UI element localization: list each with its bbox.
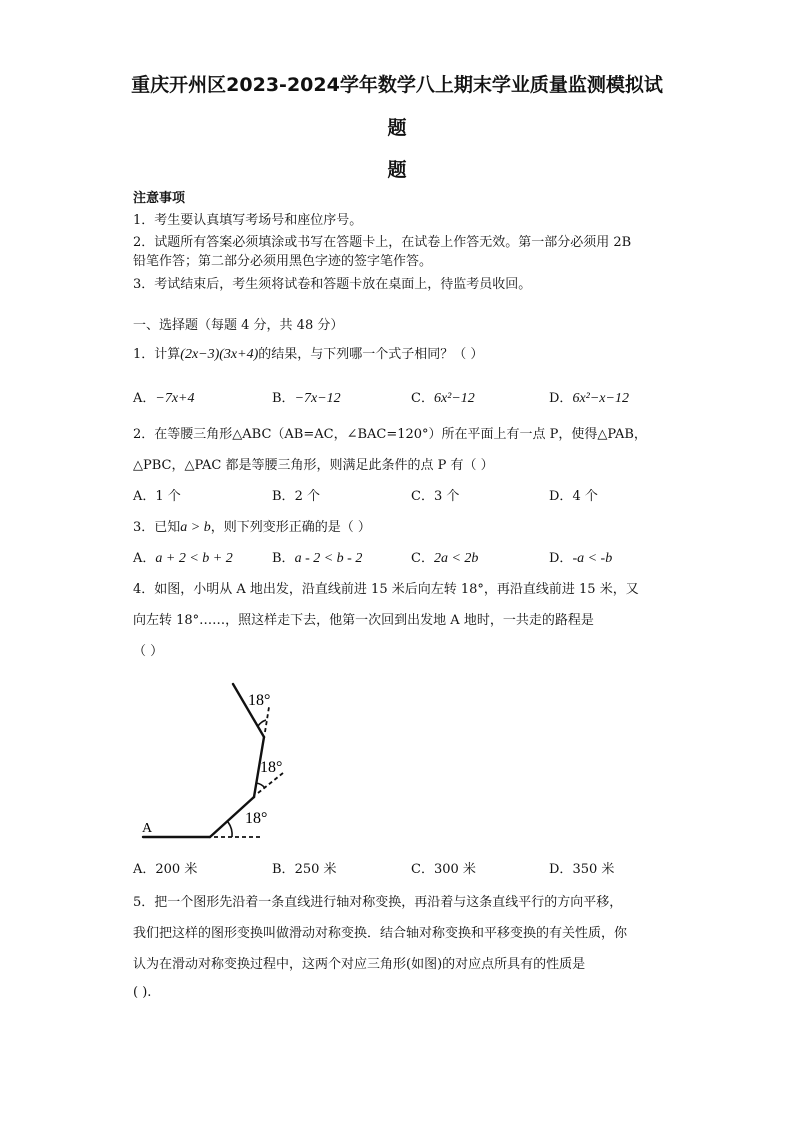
option-label: C． [411, 391, 434, 406]
angle-arc-2 [256, 783, 265, 788]
option-label: A． [133, 862, 156, 877]
option-label: D． [549, 551, 573, 566]
extension-dash-2 [258, 773, 283, 793]
question-1-option-b[interactable] [272, 387, 341, 407]
option-label: A． [133, 391, 156, 406]
option-text: 350 米 [572, 862, 615, 877]
question-5-line-4: ( ). [133, 985, 152, 1000]
question-4-option-b[interactable] [272, 858, 337, 877]
path-segment-4 [233, 684, 264, 737]
question-5-line-1: 5．把一个图形先沿着一条直线进行轴对称变换，再沿着与这条直线平行的方向平移， [133, 895, 623, 910]
option-expression: 6x²−x−12 [572, 391, 629, 406]
notice-item-2: 2．试题所有答案必须填涂或书写在答题卡上，在试卷上作答无效。第一部分必须用 2B [133, 235, 632, 250]
option-expression: −7x−12 [294, 391, 341, 406]
option-label: C． [411, 551, 434, 566]
option-label: A． [133, 551, 156, 566]
notice-heading: 注意事项 [133, 191, 186, 206]
option-text: 200 米 [155, 862, 198, 877]
exam-title-cont-1: 题 [387, 117, 407, 139]
path-segment-2 [210, 797, 254, 837]
question-5-line-3: 认为在滑动对称变换过程中，这两个对应三角形(如图)的对应点所具有的性质是 [133, 957, 586, 972]
option-label: B． [272, 489, 295, 504]
extension-dash-3 [265, 707, 269, 732]
option-text: 1 个 [155, 489, 181, 504]
option-label: B． [272, 391, 295, 406]
option-text: 4 个 [572, 489, 598, 504]
option-label: C． [411, 862, 434, 877]
notice-item-1: 1．考生要认真填写考场号和座位序号。 [133, 213, 363, 228]
exam-title: 重庆开州区2023-2024学年数学八上期末学业质量监测模拟试 [131, 74, 663, 96]
option-label: D． [549, 862, 573, 877]
exam-title-cont-2: 题 [387, 159, 407, 181]
question-1-option-d[interactable] [549, 387, 629, 407]
question-2-option-c[interactable] [411, 485, 459, 504]
question-3 [133, 516, 371, 536]
question-1-suffix: 的结果，与下列哪一个式子相同？（ ） [258, 347, 484, 362]
question-2-option-b[interactable] [272, 485, 320, 504]
option-label: B． [272, 862, 295, 877]
option-text: 3 个 [433, 489, 460, 504]
question-2-line-1: 2．在等腰三角形△ABC（AB=AC，∠BAC=120°）所在平面上有一点 P，使得△PAB， [133, 427, 647, 442]
question-3-option-d[interactable] [549, 547, 612, 567]
option-expression: a - 2 < b - 2 [294, 551, 363, 566]
question-1 [133, 343, 483, 363]
angle-arc-1 [228, 822, 232, 837]
question-1-prefix: 1．计算 [133, 347, 181, 362]
option-label: D． [549, 489, 573, 504]
option-label: B． [272, 551, 295, 566]
option-text: 250 米 [294, 862, 337, 877]
question-3-suffix: ，则下列变形正确的是（ ） [210, 520, 371, 535]
angle-label-bottom: 18° [245, 810, 268, 827]
question-1-option-a[interactable] [133, 387, 195, 407]
option-expression: -a < -b [572, 551, 613, 566]
option-expression: −7x+4 [155, 391, 195, 406]
question-1-option-c[interactable] [411, 387, 475, 407]
question-3-prefix: 3．已知 [133, 520, 181, 535]
section-heading: 一、选择题（每题 4 分，共 48 分） [133, 318, 344, 333]
option-expression: 6x²−12 [433, 391, 475, 406]
question-4-option-d[interactable] [549, 858, 614, 877]
option-label: A． [133, 489, 156, 504]
question-2-option-a[interactable] [133, 485, 181, 504]
option-expression: a + 2 < b + 2 [155, 551, 233, 566]
angle-arc-3 [258, 720, 266, 726]
question-3-option-b[interactable] [272, 547, 362, 567]
question-4-line-2: 向左转 18°……，照这样走下去，他第一次回到出发地 A 地时，一共走的路程是 [133, 613, 594, 628]
notice-item-3: 3．考试结束后，考生须将试卷和答题卡放在桌面上，待监考员收回。 [133, 277, 532, 292]
notice-item-2-cont: 铅笔作答；第二部分必须用黑色字迹的签字笔作答。 [133, 254, 433, 269]
question-3-option-a[interactable] [133, 547, 233, 567]
question-5-line-2: 我们把这样的图形变换叫做滑动对称变换．结合轴对称变换和平移变换的有关性质，你 [133, 926, 628, 941]
option-text: 300 米 [433, 862, 476, 877]
question-4-line-1: 4．如图，小明从 A 地出发，沿直线前进 15 米后向左转 18°，再沿直线前进 15 米，又 [133, 582, 639, 597]
angle-label-middle: 18° [260, 759, 283, 776]
question-3-expression: a > b [180, 520, 211, 535]
question-2-option-d[interactable] [549, 485, 598, 504]
option-expression: 2a < 2b [433, 551, 479, 566]
option-label: C． [411, 489, 434, 504]
question-2-line-2: △PBC，△PAC 都是等腰三角形，则满足此条件的点 P 有（ ） [133, 458, 494, 473]
angle-label-top: 18° [248, 692, 271, 709]
question-4-option-a[interactable] [133, 858, 197, 877]
question-4-line-3: （ ） [133, 644, 164, 659]
question-3-option-c[interactable] [411, 547, 478, 567]
path-segment-3 [254, 737, 264, 797]
question-1-expression: (2x−3)(3x+4) [180, 347, 259, 362]
point-a-label: A [142, 821, 153, 836]
question-4-option-c[interactable] [411, 858, 476, 877]
option-text: 2 个 [294, 489, 320, 504]
option-label: D． [549, 391, 573, 406]
